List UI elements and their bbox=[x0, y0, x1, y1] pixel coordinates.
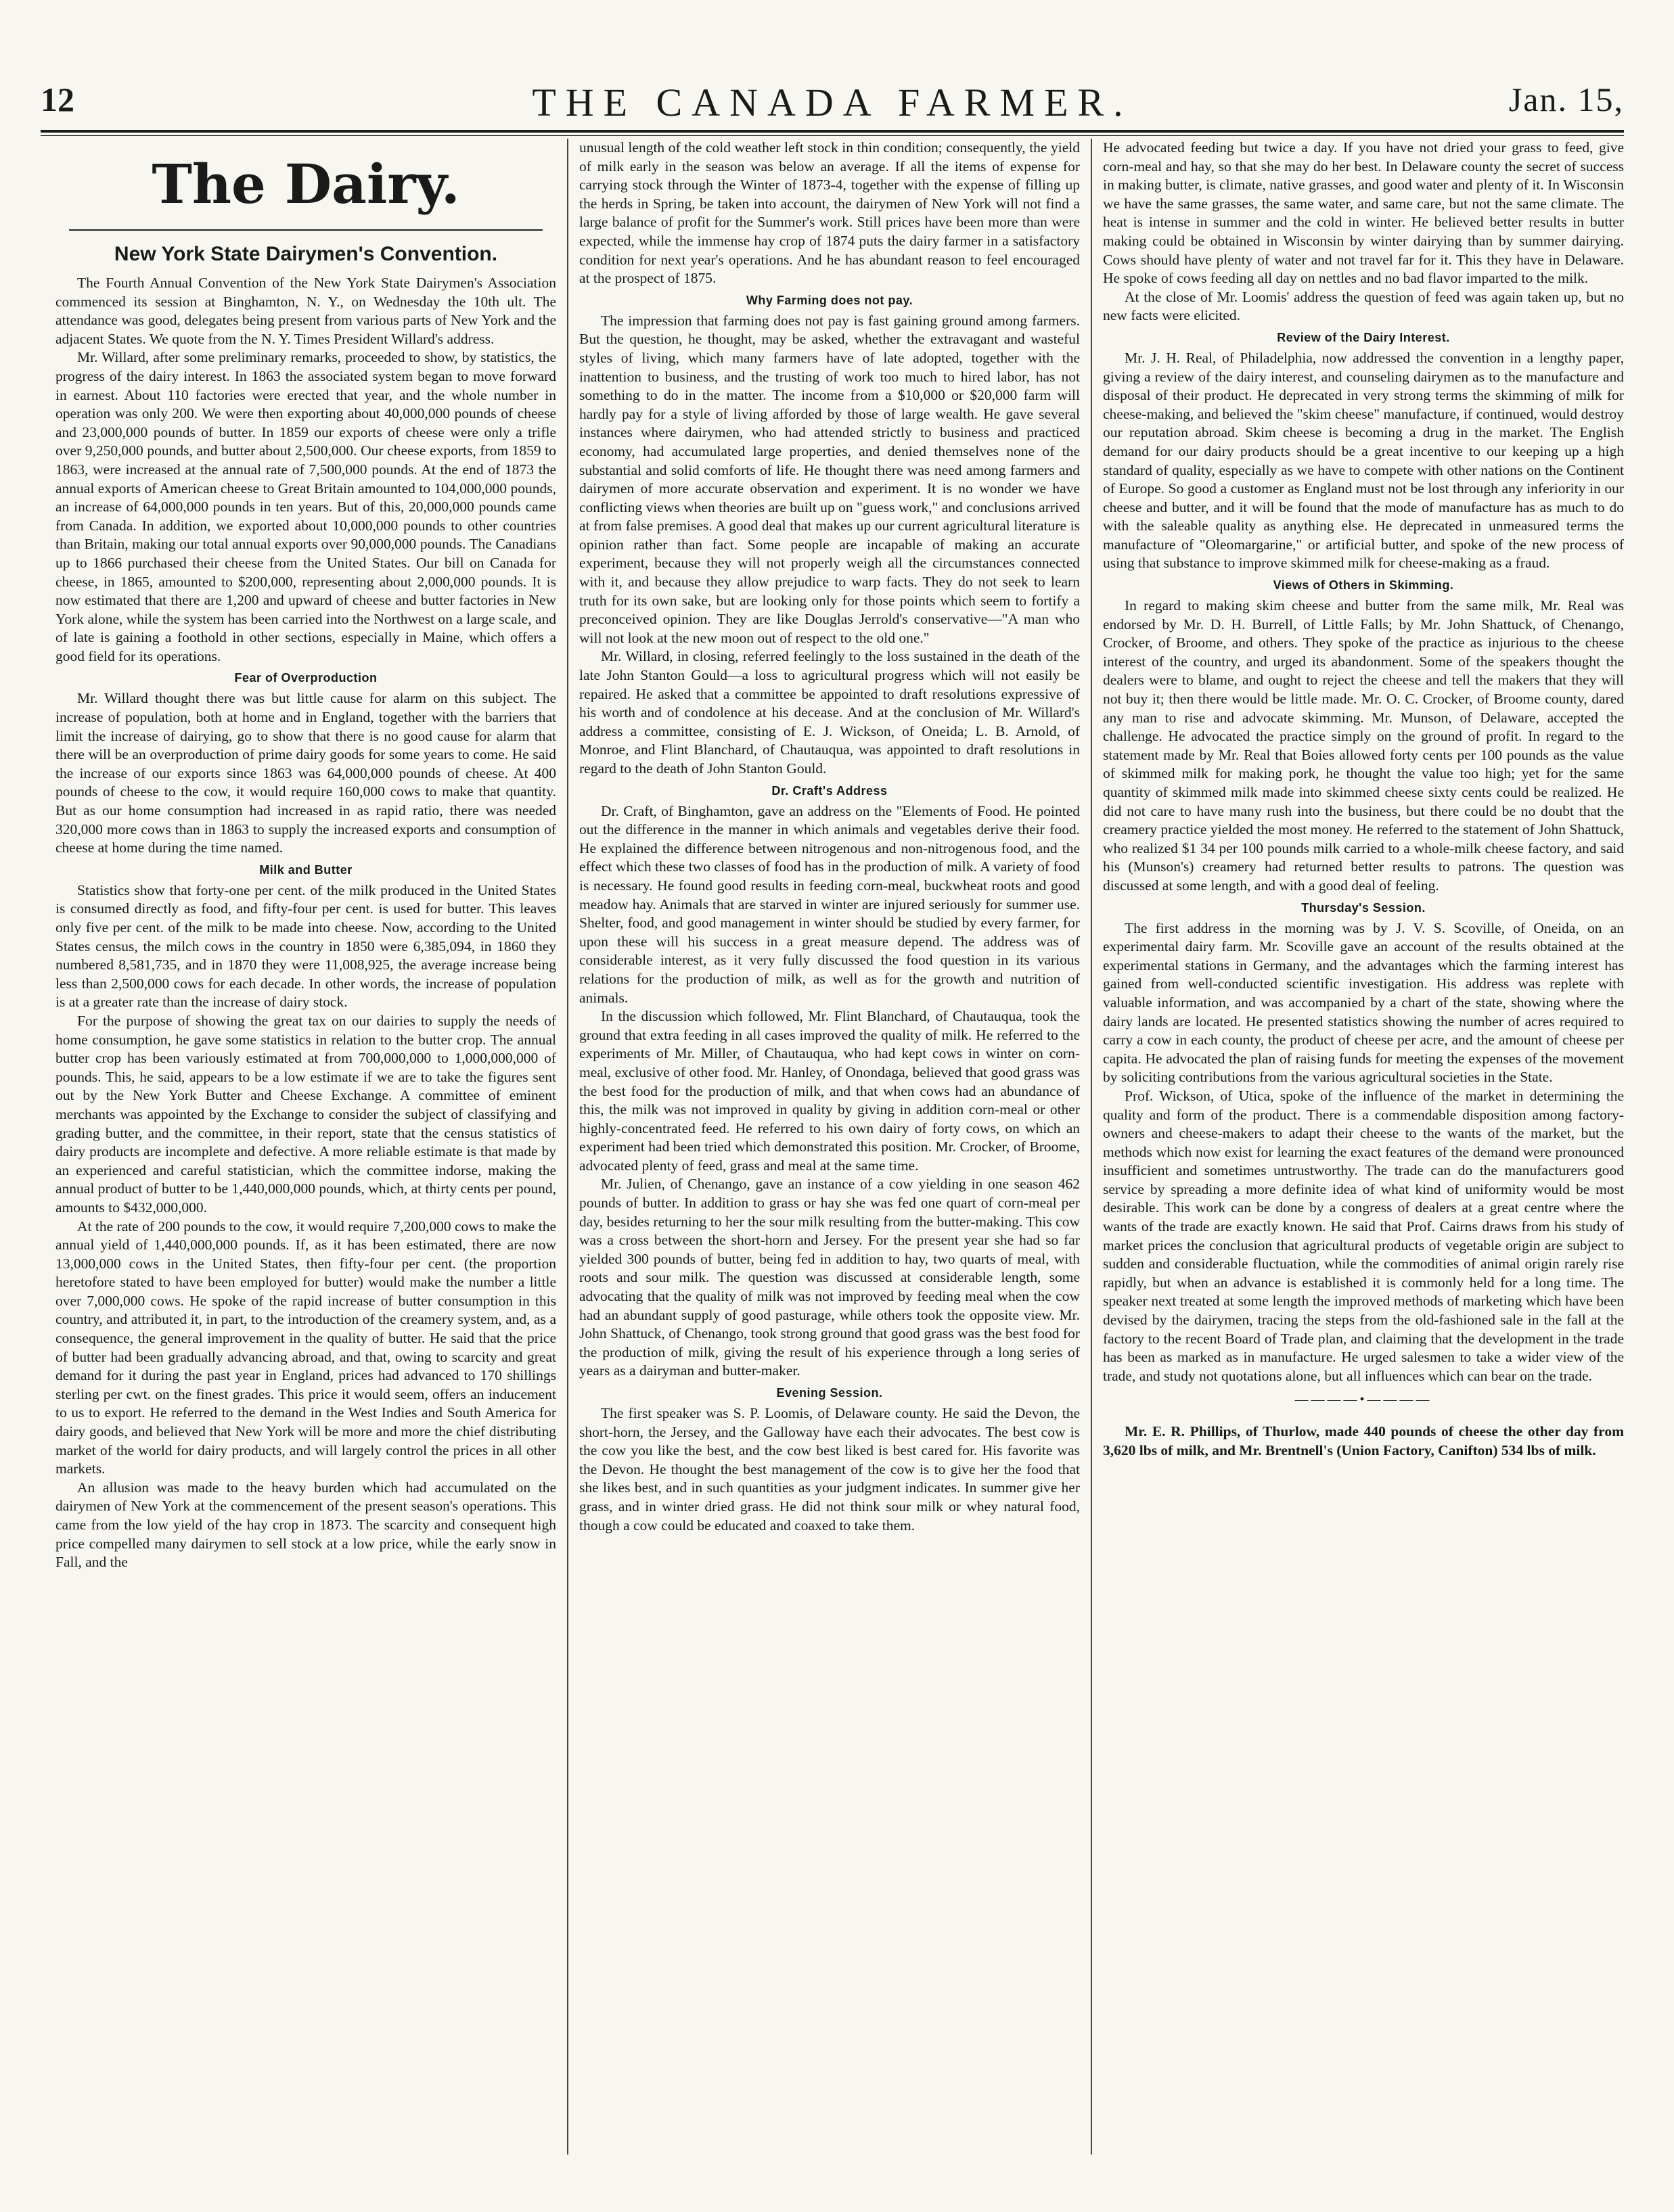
paragraph: Statistics show that forty-one per cent. of the milk produced in the United States is consumed directly as food, and fifty-four per cent. is used for butter. This leaves only five per cent. of the milk to be made into cheese. Now, according to the United States census, the milch cows in the country in 1850 were 6,385,094, in 1860 they numbered 8,581,735, and in 1870 they were 11,008,925, the average increase being less than 2,500,000 cows for each decade. In other words, the increase of population is at a greater rate than the increase of dairy stock. bbox=[55, 881, 556, 1011]
header-rule bbox=[41, 130, 1624, 133]
paragraph: Mr. Willard, after some preliminary remarks, proceeded to show, by statistics, the progress of the dairy interest. In 1863 the associated system began to move forward in earnest. About 110 factories were erected that year, and the whole number in operation was only 200. We were then exporting about 40,000,000 pounds of cheese and 23,000,000 pounds of butter. In 1859 our exports of cheese were only a trifle over 9,250,000 pounds, and butter about 2,500,000. Our cheese exports, from 1859 to 1863, were increased at the annual rate of 7,500,000 pounds. At the end of 1873 the annual exports of American cheese to Great Britain amounted to 104,000,000 pounds, an increase of 64,000,000 pounds in ten years. But of this, 20,000,000 pounds came from Canada. In addition, we exported about 10,000,000 pounds to other countries than Britain, making our total annual exports over 90,000,000 pounds. The Canadians up to 1866 purchased their cheese from the United States. Our bill on Canada for cheese, in 1865, amounted to $200,000, representing about 2,000,000 pounds. It is now estimated that there are 1,200 and upward of cheese and butter factories in New York alone, while the system has been carried into the Northwest on a large scale, and of late is gaining a foothold in other sections, especially in Maine, which offers a good field for its operations. bbox=[55, 349, 556, 664]
header-rule-thin bbox=[41, 135, 1624, 136]
section-title: The Dairy. bbox=[152, 152, 460, 216]
column-divider bbox=[1091, 139, 1092, 2155]
paragraph: unusual length of the cold weather left stock in thin condition; consequently, the yield of milk early in the season was below an average. If all the items of expense for carrying stock through the Winter of 1873-4, together with the expense of filling up the herds in Spring, be taken into account, the dairymen of New York will not find a large balance of profit for the Summer's work. Still prices have been more than were expected, while the immense hay crop of 1874 puts the dairy farmer in a satisfactory condition for next year's operations. And he has abundant reason to feel encouraged at the prospect of 1875. bbox=[579, 139, 1080, 287]
column-1 bbox=[55, 139, 556, 2161]
paragraph: For the purpose of showing the great tax on our dairies to supply the needs of home consumption, he gave some statistics in relation to the butter crop. The annual butter crop has been variously estimated at from 700,000,000 to 1,000,000,000 of pounds. This, he said, appears to be a low estimate if we are to take the figures sent out by the New York Butter and Cheese Exchange. A committee of eminent merchants was appointed by the Exchange to consider the subject of classifying and grading butter, and the committee, in their report, state that the census statistics of dairy products are incomplete and defective. A more reliable estimate is that made by an experienced and careful statistician, which the committee indorse, making the annual product of butter to be 1,440,000,000 pounds, which, at thirty cents per pound, amounts to $432,000,000. bbox=[55, 1012, 556, 1216]
column-3 bbox=[1103, 139, 1624, 2161]
subheading: Why Farming does not pay. bbox=[746, 293, 913, 307]
paragraph: The first speaker was S. P. Loomis, of Delaware county. He said the Devon, the short-horn, the Jersey, and the Galloway have each their advocates. The best cow is the cow you like the best, and the cow best liked is best cared for. His favorite was the Devon. He thought the best management of the cow is to give her the food that she likes best, and in such quantities as your judgment indicates. In summer give her grass, and in winter dried grass. He did not think sour milk or whey natural food, though a cow could be educated and coaxed to take them. bbox=[579, 1405, 1080, 1534]
paragraph: Mr. Willard thought there was but little cause for alarm on this subject. The increase of population, both at home and in England, together with the barriers that limit the increase of dairying, go to show that there is no good cause for alarm that there will be an overproduction of prime dairy goods for some years to come. He said the increase of our exports since 1863 was 64,000,000 pounds of cheese. At 400 pounds of cheese to the cow, it would require 160,000 cows to make that quantity. But as our home consumption had increased in as rapid ratio, there was needed 320,000 more cows than in 1863 to supply the increased exports and consumption of cheese at home during the time named. bbox=[55, 690, 556, 856]
paragraph: Prof. Wickson, of Utica, spoke of the influence of the market in determining the quality and form of the product. There is a commendable disposition among factory-owners and cheese-makers to adapt their cheese to the wants of the market, but the methods which now exist for learning the exact features of the demand were pronounced insufficient and sometimes untrustworthy. The trade can do the manufacturers good service by spreading a more definite idea of what kind of uniformity would be most desirable. This work can be done by a congress of dealers at a great centre where the wants of the trade are exactly known. He said that Prof. Cairns draws from his study of market prices the conclusion that agricultural products of vegetable origin are subject to sudden and considerable fluctuation, while the commodities of animal origin rarely rise rapidly, but when an advance is established it is commonly held for a long time. The speaker next treated at some length the improved methods of marketing which have been devised by the dairymen, tracing the steps from the old-fashioned sale in the fall at the factory to the recent Board of Trade plan, and claiming that the development in the trade has been as marked as in manufacture. He urged salesmen to take a wider view of the trade, and study not quotations alone, but all influences which can bear on the trade. bbox=[1103, 1087, 1624, 1384]
subheading: Views of Others in Skimming. bbox=[1273, 578, 1454, 593]
issue-date: Jan. 15, bbox=[1508, 80, 1624, 118]
paragraph: In regard to making skim cheese and butter from the same milk, Mr. Real was endorsed by Mr. D. H. Burrell, of Little Falls; by Mr. John Shattuck, of Chenango, Crocker, of Broome, and others. They spoke of the practice as injurious to the cheese interest of the country, and urged its abandonment. Some of the speakers thought the dealers were to blame, and ought to reject the cheese and tell the makers that they will not buy it; then there would be little made. Mr. O. C. Crocker, of Broome county, dared any man to rise and advocate skimming. Mr. Munson, of Delaware, accepted the challenge. He advocated the practice simply on the ground of profit. In regard to the statement made by Mr. Real that Boies allowed forty cents per 100 pounds as the value of skimmed milk for making pork, he thought the value too high; yet for the same quantity of skimmed milk made into skimmed cheese sixty cents could be realized. He did not care to have many rush into the business, but there could be no doubt that the creamery practice yielded the most money. He referred to the statement of John Shattuck, who realized $1 34 per 100 pounds milk carried to a whole-milk cheese factory, and said his (Munson's) creamery had returned better results to patrons. The question was discussed at some length, and with a good deal of feeling. bbox=[1103, 597, 1624, 894]
page-header bbox=[41, 80, 1624, 134]
paragraph: In the discussion which followed, Mr. Flint Blanchard, of Chautauqua, took the ground that extra feeding in all cases improved the quality of milk. He referred to the experiments of Mr. Miller, of Chautauqua, who had kept cows in winter on corn-meal, exclusive of other food. Mr. Hanley, of Onondaga, believed that good grass was the best food for the production of milk, and that when cows had an abundance of this, the milk was not improved in quality by giving in addition corn-meal or other highly-concentrated feed. He referred to his own dairy of forty cows, on which an experiment had been tried which demonstrated this position. Mr. Crocker, of Broome, advocated plenty of feed, grass and meal at the same time. bbox=[579, 1008, 1080, 1174]
paragraph: At the rate of 200 pounds to the cow, it would require 7,200,000 cows to make the annual yield of 1,440,000,000 pounds. If, as it has been estimated, there are now 13,000,000 cows in the United States, then fifty-four per cent. (the proportion heretofore stated to have been employed for butter) would make the number a little over 7,000,000 cows. He spoke of the rapid increase of butter consumption in this country, and attributed it, in part, to the introduction of the creamery system, and, as a consequence, the general improvement in the quality of butter. He said that the price of butter had been gradually advancing abroad, and that, owing to scarcity and great demand for it during the past year in England, prices had advanced to 170 shillings sterling per cwt. on the finest grades. This price it would seem, offers an inducement to us to export. He referred to the demand in the West Indies and South America for dairy goods, and believed that New York will be more and more the chief distributing market of the world for dairy products, and will largely control the prices in all other markets. bbox=[55, 1218, 556, 1477]
paragraph: The Fourth Annual Convention of the New York State Dairymen's Association commenced its session at Binghamton, N. Y., on Wednesday the 10th ult. The attendance was good, delegates being present from various parts of New York and the adjacent States. We quote from the N. Y. Times President Willard's address. bbox=[55, 275, 556, 347]
paragraph: Mr. Willard, in closing, referred feelingly to the loss sustained in the death of the late John Stanton Gould—a loss to agricultural progress which will not easily be repaired. He asked that a committee be appointed to draft resolutions expressive of his worth and of condolence at his decease. And at the conclusion of Mr. Willard's address a committee, consisting of E. J. Wickson, of Oneida; L. B. Arnold, of Monroe, and Flint Blanchard, of Chautauqua, was appointed to draft resolutions in regard to the death of John Stanton Gould. bbox=[579, 648, 1080, 777]
subheading: Thursday's Session. bbox=[1301, 900, 1426, 915]
subheading: Evening Session. bbox=[776, 1386, 883, 1400]
paragraph: Mr. J. H. Real, of Philadelphia, now addressed the convention in a lengthy paper, giving a review of the dairy interest, and counseling dairymen as to the manufacture and disposal of their product. He deprecated in very strong terms the skimming of milk for cheese-making, and believed the "skim cheese" manufacture, if continued, would destroy our reputation abroad. Skim cheese is becoming a drug in the market. The English demand for our dairy products should be a great incentive to our keeping up a high standard of quality, especially as we have to compete with other nations on the Continent of Europe. So good a customer as England must not be lost through any inferiority in our cheese and butter, and it will be found that the mode of manufacture has as much to do with the saleable quality as anything else. He deprecated in unmeasured terms the manufacture of "Oleomargarine," or artificial butter, and spoke of the new process of using that substance to improve skimmed milk for cheese-making as a fraud. bbox=[1103, 349, 1624, 572]
section-rule bbox=[69, 229, 543, 231]
page-number: 12 bbox=[41, 80, 74, 118]
paragraph: The impression that farming does not pay is fast gaining ground among farmers. But the question, he thought, may be asked, whether the extravagant and wasteful styles of living, which many farmers have of late adopted, together with the inattention to business, and the trusting of work too much to hired labor, has not something to do in the matter. The income from a $10,000 or $20,000 farm will hardly pay for a style of living afforded by those of large wealth. He gave several instances where dairymen, who had attended strictly to business and practiced economy, had accumulated large properties, and denied themselves none of the substantial and solid comforts of life. He thought there was need among farmers and dairymen of more accurate observation and experiment. It is no wonder we have conflicting views when theories are built up on "guess work," and conclusions arrived at from false premises. A good deal that makes up our current agricultural literature is opinion rather than fact. Some people are incapable of making an accurate experiment, because they will not properly weigh all the circumstances connected with it, and because they allow prejudice to warp facts. They do not seek to learn truth for its own sake, but are looking only for those points which seem to fortify a preconceived opinion. They are like Douglas Jerrold's conservative—"A man who will not look at the new moon out of respect to the old one." bbox=[579, 312, 1080, 646]
paragraph: An allusion was made to the heavy burden which had accumulated on the dairymen of New York at the commencement of the present season's operations. This came from the low yield of the hay crop in 1873. The scarcity and consequent high price compelled many dairymen to sell stock at a low price, while the early snow in Fall, and the bbox=[55, 1479, 556, 1571]
paragraph: Dr. Craft, of Binghamton, gave an address on the "Elements of Food. He pointed out the difference in the manner in which animals and vegetables derive their food. He explained the difference between nitrogenous and non-nitrogenous food, and the effect which these two classes of food has in the production of milk. A variety of food is necessary. He found good results in feeding corn-meal, buckwheat roots and good meadow hay. Animals that are starved in winter are injured seriously for summer use. Shelter, food, and good management in winter should be studied by every farmer, for upon these will his success in a great measure depend. The address was of considerable interest, as it very fully discussed the food question in its various relations for the production of milk, as well as for the growth and nutrition of animals. bbox=[579, 802, 1080, 1006]
paragraph: He advocated feeding but twice a day. If you have not dried your grass to feed, give corn-meal and hay, so that she may do her best. In Delaware county the secret of success in making butter, is climate, native grasses, and good water and plenty of it. In Wisconsin we have the same grasses, the same water, and same care, but not the same climate. The heat is intense in summer and the cold in winter. He believed better results in butter making could be obtained in Wisconsin by winter dairying than by summer dairying. Cows should have plenty of water and not travel far for it. This they have in Delaware. He spoke of cows feeding all day on nettles and no bad flavor imparted to the milk. bbox=[1103, 139, 1624, 287]
subheading: Dr. Craft's Address bbox=[771, 783, 888, 798]
column-2 bbox=[579, 139, 1080, 2161]
masthead: THE CANADA FARMER. bbox=[532, 80, 1133, 124]
subheading: Fear of Overproduction bbox=[234, 671, 378, 685]
news-note: Mr. E. R. Phillips, of Thurlow, made 440 pounds of cheese the other day from 3,620 lbs of milk, and Mr. Brentnell's (Union Factory, Canifton) 534 lbs of milk. bbox=[1103, 1423, 1624, 1458]
paragraph: The first address in the morning was by J. V. S. Scoville, of Oneida, on an experimental dairy farm. Mr. Scoville gave an account of the results obtained at the experimental stations in Germany, and the advantages which the farming interest has gained from well-conducted scientific investigation. His address was replete with valuable information, and was accompanied by a chart of the state, showing where the dairy lands are located. He presented statistics showing the number of acres required to carry a cow in each county, the product of cheese per acre, and the amount of cheese per capita. He advocated the plan of raising funds for meeting the expenses of the movement by soliciting contributions from the various agricultural societies in the State. bbox=[1103, 919, 1624, 1086]
article-title: New York State Dairymen's Convention. bbox=[114, 243, 498, 265]
subheading: Review of the Dairy Interest. bbox=[1277, 330, 1450, 344]
column-divider bbox=[567, 139, 568, 2155]
ornament-divider: ————•———— bbox=[1294, 1392, 1432, 1408]
paragraph: At the close of Mr. Loomis' address the question of feed was again taken up, but no new facts were elicited. bbox=[1103, 288, 1624, 324]
subheading: Milk and Butter bbox=[259, 862, 353, 877]
paragraph: Mr. Julien, of Chenango, gave an instance of a cow yielding in one season 462 pounds of butter. In addition to grass or hay she was fed one quart of corn-meal per day, besides returning to her the sour milk resulting from the butter-making. This cow was a cross between the short-horn and Jersey. For the present year she had so far yielded 300 pounds of butter, being fed in addition to hay, two quarts of meal, with roots and sour milk. The question was discussed at considerable length, some advocating that the quality of milk was not improved by feeding meal when the cow had an abundant supply of good pasturage, while others took the opposite view. Mr. John Shattuck, of Chenango, took strong ground that good grass was the best food for the production of milk, giving the result of his experience through a long series of years as a dairyman and butter-maker. bbox=[579, 1176, 1080, 1379]
